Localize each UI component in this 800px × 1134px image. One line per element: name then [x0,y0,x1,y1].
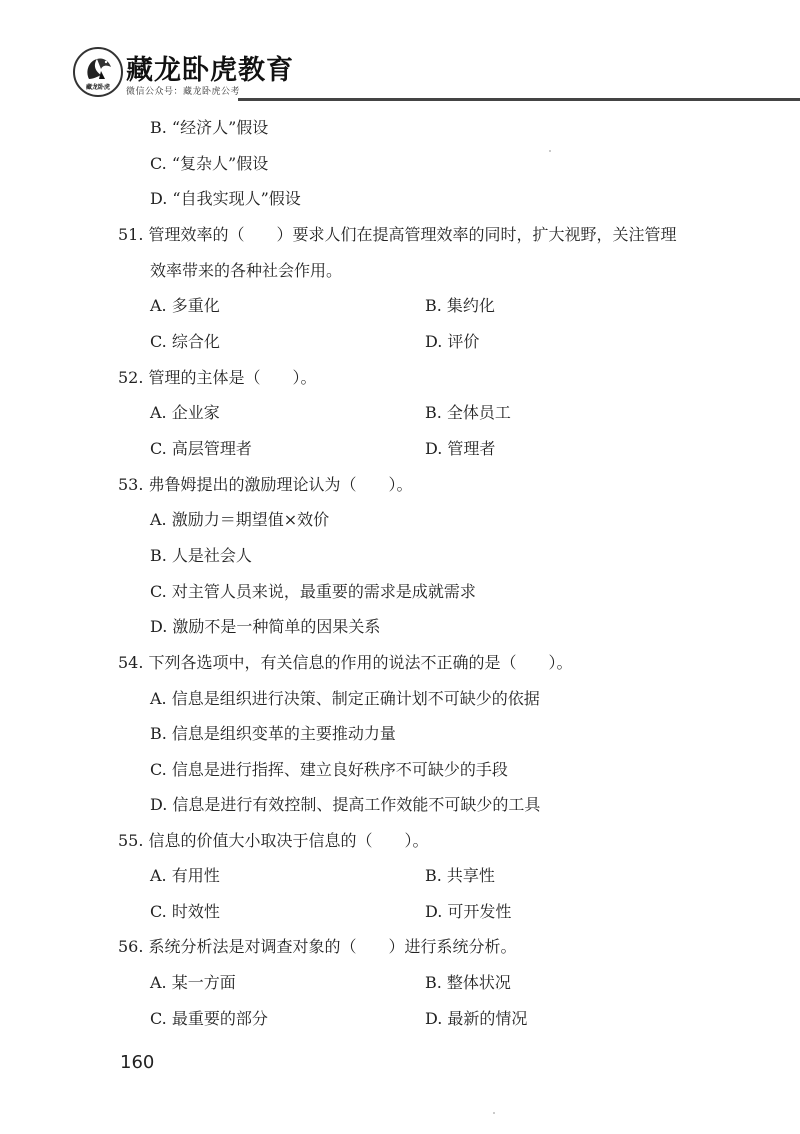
option-55-b: B. 共享性 [425,866,495,885]
option-53-b: B. 人是社会人 [150,546,252,565]
option-51-a: A. 多重化 [150,296,220,315]
scan-speck [549,150,551,152]
option-51-c: C. 综合化 [150,332,220,351]
option-54-b: B. 信息是组织变革的主要推动力量 [150,724,396,743]
option-54-c: C. 信息是进行指挥、建立良好秩序不可缺少的手段 [150,760,508,779]
option-52-a: A. 企业家 [150,403,220,422]
option-53-a: A. 激励力＝期望值×效价 [150,510,330,529]
question-53-stem: 53. 弗鲁姆提出的激励理论认为（ ）。 [118,475,413,494]
option-50-b: B. “经济人”假设 [150,118,269,137]
option-50-d: D. “自我实现人”假设 [150,189,301,208]
option-54-a: A. 信息是组织进行决策、制定正确计划不可缺少的依据 [150,689,540,708]
page-number: 160 [120,1052,155,1073]
option-51-d: D. 评价 [425,332,480,351]
header-rule [238,98,800,101]
option-55-d: D. 可开发性 [425,902,512,921]
option-55-c: C. 时效性 [150,902,220,921]
option-52-d: D. 管理者 [425,439,496,458]
question-56-stem: 56. 系统分析法是对调查对象的（ ）进行系统分析。 [118,937,517,956]
option-53-d: D. 激励不是一种简单的因果关系 [150,617,381,636]
logo-icon [73,47,123,97]
option-52-b: B. 全体员工 [425,403,511,422]
scan-speck [493,1112,495,1114]
option-56-c: C. 最重要的部分 [150,1009,268,1028]
brand-tagline: 微信公众号：藏龙卧虎公考 [126,87,241,97]
option-55-a: A. 有用性 [150,866,220,885]
option-54-d: D. 信息是进行有效控制、提高工作效能不可缺少的工具 [150,795,541,814]
question-54-stem: 54. 下列各选项中，有关信息的作用的说法不正确的是（ ）。 [118,653,573,672]
option-52-c: C. 高层管理者 [150,439,252,458]
option-56-a: A. 某一方面 [150,973,236,992]
option-53-c: C. 对主管人员来说，最重要的需求是成就需求 [150,582,476,601]
logo-text: 藏龙卧虎 [85,84,110,91]
question-55-stem: 55. 信息的价值大小取决于信息的（ ）。 [118,831,429,850]
brand-title: 藏龙卧虎教育 [126,55,294,86]
page-header [0,0,800,104]
question-51-stem: 51. 管理效率的（ ）要求人们在提高管理效率的同时，扩大视野，关注管理 [118,225,677,244]
option-56-d: D. 最新的情况 [425,1009,528,1028]
option-50-c: C. “复杂人”假设 [150,154,269,173]
option-56-b: B. 整体状况 [425,973,511,992]
question-51-stem-cont: 效率带来的各种社会作用。 [150,261,343,280]
question-52-stem: 52. 管理的主体是（ ）。 [118,368,317,387]
option-51-b: B. 集约化 [425,296,495,315]
